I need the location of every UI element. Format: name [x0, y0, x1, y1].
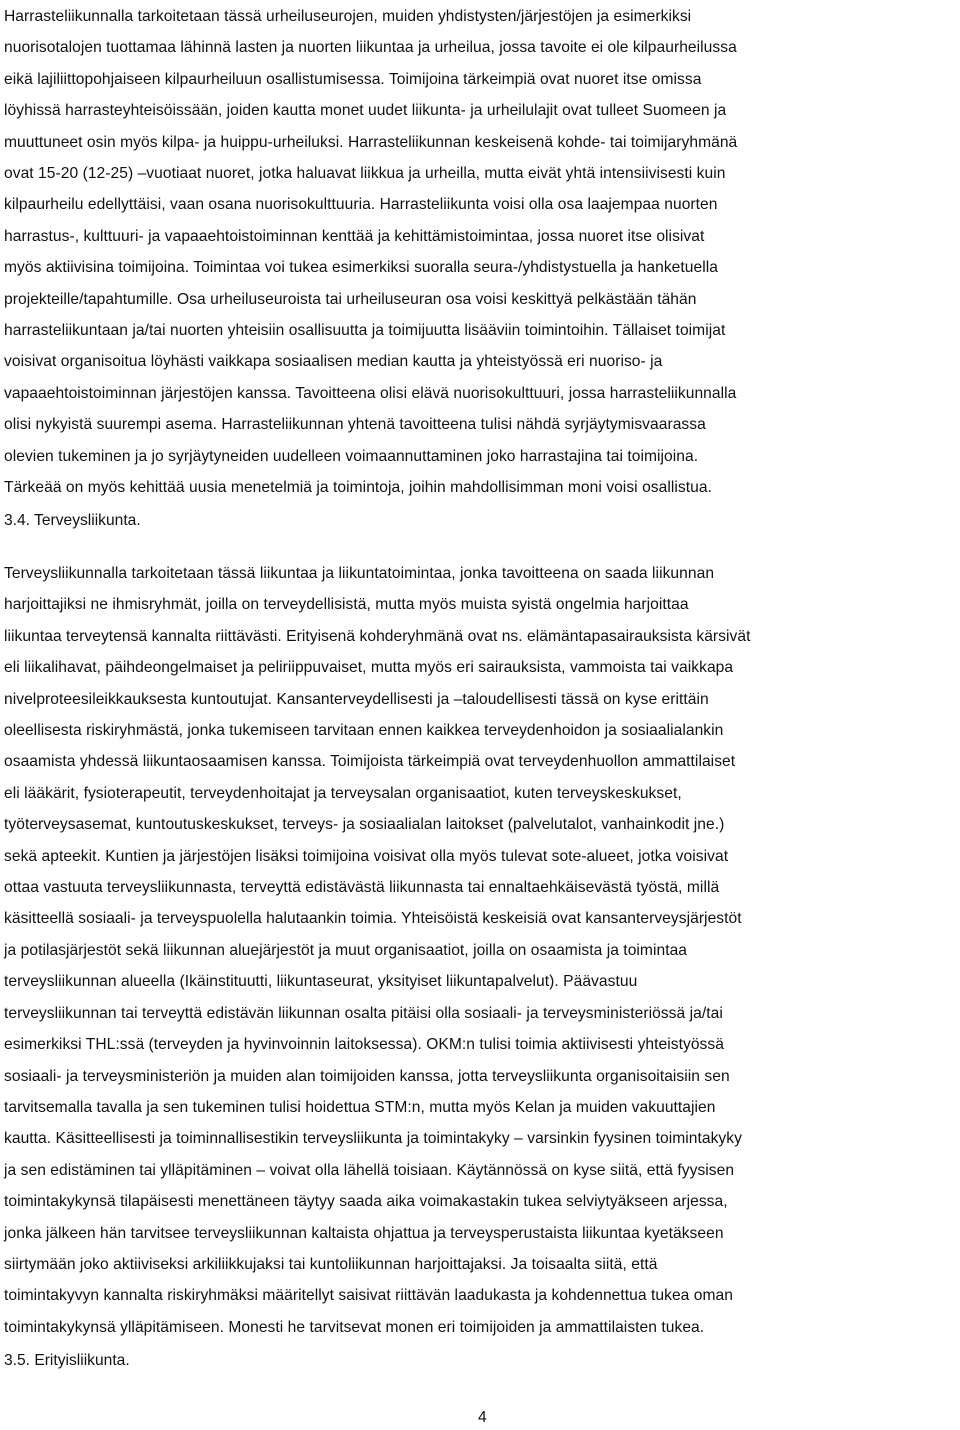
- text-line: oleellisesta riskiryhmästä, jonka tukemiseen tarvitaan ennen kaikkea terveydenhoidon ja sosiaalialankin: [4, 722, 724, 740]
- text-line: olisi nykyistä suurempi asema. Harrasteliikunnan yhtenä tavoitteena tulisi nähdä syrjäytymisvaarassa: [4, 416, 706, 434]
- text-line: käsitteellä sosiaali- ja terveyspuolella halutaankin toimia. Yhteisöistä keskeisiä ovat kansanterveysjärjestöt: [4, 910, 742, 928]
- text-line: jonka jälkeen hän tarvitsee terveysliikunnan kaltaista ohjattua ja terveysperustaista liikuntaa kyetäkseen: [4, 1224, 724, 1242]
- text-line: ja potilasjärjestöt sekä liikunnan aluejärjestöt ja muut organisaatiot, joilla on osaamista ja toimintaa: [4, 941, 688, 959]
- text-line: tarvitsemalla tavalla ja sen tukeminen tulisi hoidettua STM:n, mutta myös Kelan ja muiden vakuuttajien: [4, 1098, 716, 1116]
- text-line: terveysliikunnan alueella (Ikäinstituutti, liikuntaseurat, yksityiset liikuntapalvelut). Päävastuu: [4, 973, 638, 991]
- text-line: toimintakykynsä tilapäisesti menettäneen täytyy saada aika voimakastakin tukea selviytyäkseen arjessa,: [4, 1193, 728, 1211]
- text-line: harrasteliikuntaan ja/tai nuorten yhteisiin osallisuutta ja toimijuutta lisääviin toimintoihin. Tällaiset toimijat: [4, 322, 726, 340]
- text-line: projekteille/tapahtumille. Osa urheiluseuroista tai urheiluseuran osa voisi keskittyä pelkästään tähän: [4, 290, 697, 308]
- text-line: eikä lajiliittopohjaiseen kilpaurheiluun osallistumisessa. Toimijoina tärkeimpiä ovat nuoret itse omissa: [4, 70, 702, 88]
- text-line: eli liikalihavat, päihdeongelmaiset ja peliriippuvaiset, mutta myös eri sairauksista, vammoista tai vaikkapa: [4, 659, 734, 677]
- text-line: terveysliikunnan tai terveyttä edistävän liikunnan osalta pitäisi olla sosiaali- ja terveysministeriössä ja/tai: [4, 1004, 723, 1022]
- section-heading-erityisliikunta: 3.5. Erityisliikunta.: [4, 1352, 130, 1369]
- text-line: kilpaurheilu edellyttäisi, vaan osana nuorisokulttuuria. Harrasteliikunta voisi olla osa laajempaa nuorten: [4, 196, 718, 214]
- text-line: esimerkiksi THL:ssä (terveyden ja hyvinvoinnin laitoksessa). OKM:n tulisi toimia aktiivisesti yhteistyössä: [4, 1036, 724, 1054]
- text-line: liikuntaa terveytensä kannalta riittävästi. Erityisenä kohderyhmänä ovat ns. elämäntapasairauksista kärsivät: [4, 627, 751, 645]
- text-line: ja sen edistäminen tai ylläpitäminen – voivat olla lähellä toisiaan. Käytännössä on kyse siitä, että fyysisen: [4, 1161, 735, 1179]
- text-line: kautta. Käsitteellisesti ja toiminnallisestikin terveysliikunta ja toimintakyky – varsinkin fyysinen toimintakyky: [4, 1130, 742, 1148]
- text-line: nuorisotalojen tuottamaa lähinnä lasten ja nuorten liikuntaa ja urheilua, jossa tavoite ei ole kilpaurheilussa: [4, 39, 737, 57]
- text-line: sosiaali- ja terveysministeriön ja muiden alan toimijoiden kanssa, jotta terveysliikunta organisoitaisiin sen: [4, 1067, 730, 1085]
- text-line: olevien tukeminen ja jo syrjäytyneiden uudelleen voimaannuttaminen joko harrastajina tai toimijoina.: [4, 447, 699, 465]
- text-line: muuttuneet osin myös kilpa- ja huippu-urheiluksi. Harrasteliikunnan keskeisenä kohde- tai toimijaryhmänä: [4, 133, 738, 151]
- text-line: löyhissä harrasteyhteisöissään, joiden kautta monet uudet liikunta- ja urheilulajit ovat tulleet Suomeen ja: [4, 102, 727, 120]
- text-line: toimintakyvyn kannalta riskiryhmäksi määritellyt saisivat riittävän laadukasta ja kohdennettua tukea oman: [4, 1287, 733, 1305]
- text-line: vapaaehtoistoiminnan järjestöjen kanssa. Tavoitteena olisi elävä nuorisokulttuuri, jossa harrasteliikunnalla: [4, 384, 737, 402]
- text-line: osaamista yhdessä liikuntaosaamisen kanssa. Toimijoista tärkeimpiä ovat terveydenhuollon ammattilaiset: [4, 753, 736, 771]
- text-line: Tärkeää on myös kehittää uusia menetelmiä ja toimintoja, joihin mahdollisimman moni voisi osallistua.: [4, 479, 712, 497]
- paragraph-harrasteliikunta: [4, 1, 737, 504]
- text-line: nivelproteesileikkauksesta kuntoutujat. Kansanterveydellisesti ja –taloudellisesti tässä on kyse erittäin: [4, 690, 709, 708]
- text-line: ottaa vastuuta terveysliikunnasta, terveyttä edistävästä liikunnasta tai ennaltaehkäisevästä työstä, millä: [4, 879, 720, 897]
- text-line: ovat 15-20 (12-25) –vuotiaat nuoret, jotka haluavat liikkua ja urheilla, mutta eivät yhtä intensiivisesti kuin: [4, 165, 726, 183]
- text-line: työterveysasemat, kuntoutuskeskukset, terveys- ja sosiaalialan laitokset (palvelutalot, vanhainkodit jne.): [4, 816, 725, 834]
- text-line: harjoittajiksi ne ihmisryhmät, joilla on terveydellisistä, mutta myös muista syistä ongelmia harjoittaa: [4, 596, 689, 614]
- text-line: Terveysliikunnalla tarkoitetaan tässä liikuntaa ja liikuntatoimintaa, jonka tavoitteena on saada liikunnan: [4, 565, 715, 582]
- paragraph-terveysliikunta: [4, 558, 750, 1343]
- document-page: [4, 0, 958, 1430]
- text-line: myös aktiivisina toimijoina. Toimintaa voi tukea esimerkiksi suoralla seura-/yhdistystuella ja hanketuella: [4, 259, 718, 277]
- text-line: siirtymään joko aktiiviseksi arkiliikkujaksi tai kuntoliikunnan harjoittajaksi. Ja toisaalta siitä, että: [4, 1255, 658, 1273]
- text-line: sekä apteekit. Kuntien ja järjestöjen lisäksi toimijoina voisivat olla myös tulevat sote-alueet, jotka voisivat: [4, 847, 729, 865]
- section-heading-terveysliikunta: 3.4. Terveysliikunta.: [4, 512, 141, 529]
- text-line: toimintakykynsä ylläpitämiseen. Monesti he tarvitsevat monen eri toimijoiden ja ammattilaisten tukea.: [4, 1318, 705, 1336]
- text-line: eli lääkärit, fysioterapeutit, terveydenhoitajat ja terveysalan organisaatiot, kuten terveyskeskukset,: [4, 784, 682, 802]
- text-line: Harrasteliikunnalla tarkoitetaan tässä urheiluseurojen, muiden yhdistysten/järjestöjen ja esimerkiksi: [4, 8, 692, 25]
- page-number: 4: [478, 1409, 487, 1426]
- text-line: harrastus-, kulttuuri- ja vapaaehtoistoiminnan kenttää ja kehittämistoimintaa, jossa nuoret itse olisivat: [4, 227, 705, 245]
- text-line: voisivat organisoitua löyhästi vaikkapa sosiaalisen median kautta ja yhteistyössä eri nuoriso- ja: [4, 353, 663, 371]
